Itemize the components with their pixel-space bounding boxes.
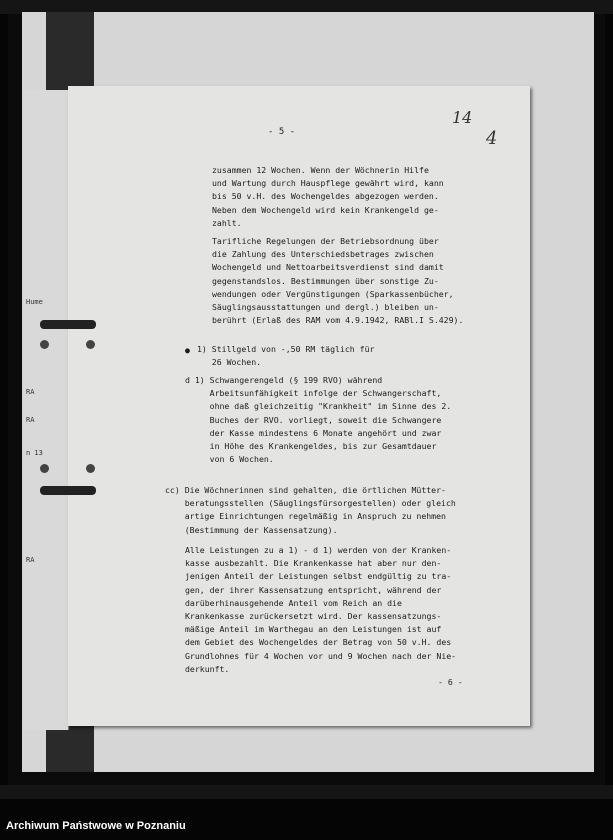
binder-ring-top [40,320,96,329]
left-page-note: RA [26,388,35,396]
page-number: - 5 - [268,127,296,137]
item-d1-schwangerengeld: d 1) Schwangerengeld (§ 199 RVO) während Arbeitsunfähigkeit infolge der Schwangerschaft, ohne daß gleichzeitig "Krankheit" im Sinne des 2. Buches der RVO. vorliegt, soweit die Schwangere der Kasse mindestens 6 Monate angehört und zwar in Höhe des Krankengeldes, bis zur Gesamtdauer von 6 Wochen. [185,375,452,465]
archive-credit: Archiwum Państwowe w Poznaniu [6,820,186,832]
handwritten-folio-number: 14 [452,108,473,127]
left-page-note: RA [26,556,35,564]
punch-hole [86,464,95,473]
item-cc-woechnerinnen: cc) Die Wöchnerinnen sind gehalten, die örtlichen Mütter- beratungsstellen (Säuglingsfürsorgestellen) oder gleich artige Einrichtungen regelmäßig in Anspruch zu nehmen (Bestimmung der Kassensatzung). [165,485,456,535]
binder-ring-bottom [40,486,96,495]
next-page-marker: - 6 - [438,677,463,687]
left-page-note: Hume [26,298,43,306]
handwritten-mark: 4 [486,128,498,149]
punch-hole [86,340,95,349]
paragraph-wochengeld-continuation: zusammen 12 Wochen. Wenn der Wöchnerin Hilfe und Wartung durch Hauspflege gewährt wird, kann bis 50 v.H. des Wochengeldes abgezogen werden. Neben dem Wochengeld wird kein Krankengeld ge- zahlt. [212,165,444,228]
left-page-note: n 13 [26,449,43,457]
film-edge-bottom [0,785,613,799]
left-page-note: RA [26,416,35,424]
bullet-dot: ● [185,345,190,355]
paragraph-alle-leistungen: Alle Leistungen zu a 1) - d 1) werden von der Kranken- kasse ausbezahlt. Die Krankenkasse hat aber nur den- jenigen Anteil der Leistungen selbst endgültig zu tra- gen, der ihrer Kassensatzung entspricht, während der darüberhinausgehende Anteil vom Reich an die Krankenkasse zurückersetzt wird. Der kassensatzungs- mäßige Anteil im Warthegau an den Leistungen ist auf dem Gebiet des Wochengeldes der Betrag von 50 v.H. des Grundlohnes für 4 Wochen vor und 9 Wochen nach der Nie- derkunft. [185,545,457,674]
item-c1-stillgeld: 1) Stillgeld von -,50 RM täglich für 26 Wochen. [197,344,375,368]
punch-hole [40,464,49,473]
left-page-edge [24,90,69,730]
punch-hole [40,340,49,349]
paragraph-tarifliche-regelungen: Tarifliche Regelungen der Betriebsordnung über die Zahlung des Unterschiedsbetrages zwischen Wochengeld und Nettoarbeitsverdienst sind damit gegenstandslos. Bestimmungen über sonstige Zu- wendungen oder Vergünstigungen (Sparkassenbücher, Säuglingsausstattungen und dergl.) bleiben un- berührt (Erlaß des RAM vom 4.9.1942, RABl.I S.429). [212,236,464,326]
